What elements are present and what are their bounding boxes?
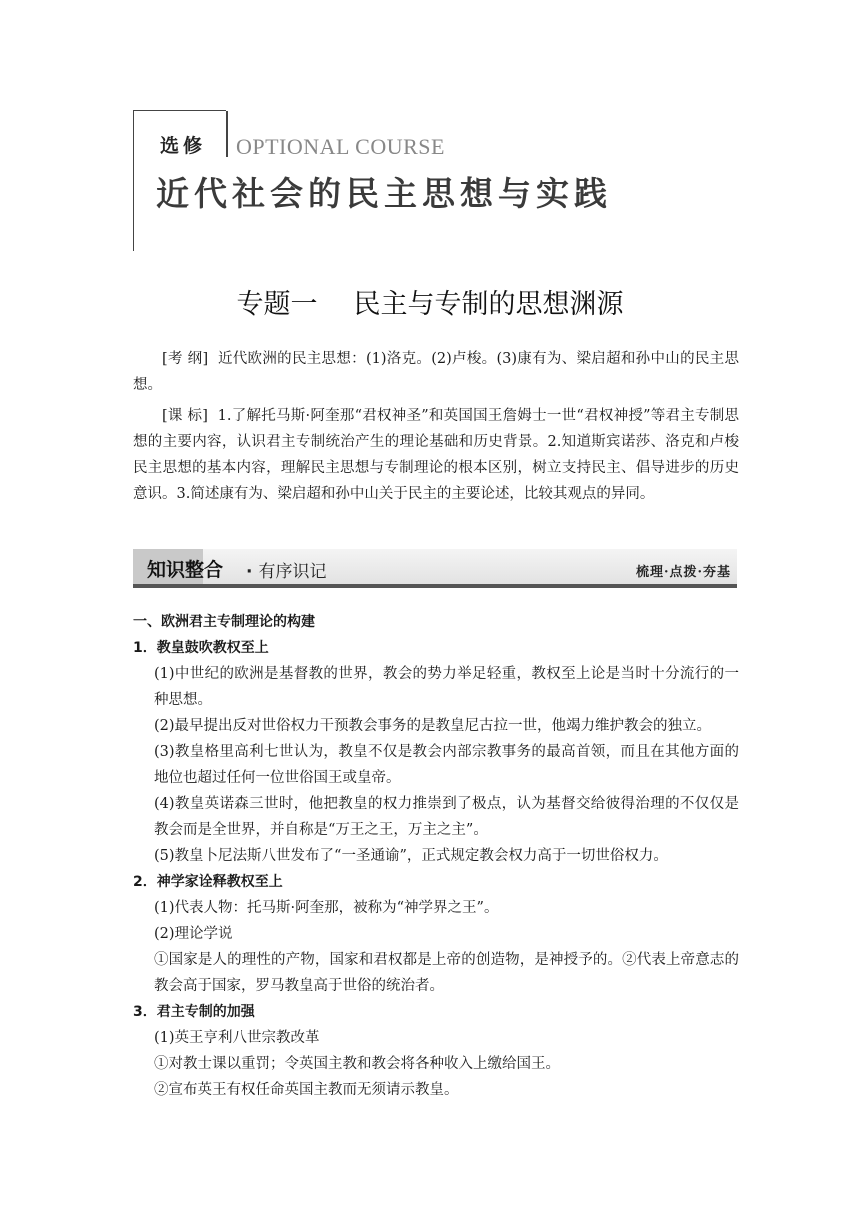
- kaogang-text: 近代欧洲的民主思想：(1)洛克。(2)卢梭。(3)康有为、梁启超和孙中山的民主思想。: [133, 351, 739, 393]
- chapter-heading: [0, 282, 860, 321]
- paragraph-1-5: (5)教皇卜尼法斯八世发布了“一圣通谕”，正式规定教会权力高于一切世俗权力。: [154, 848, 668, 864]
- section-bar: [133, 549, 737, 589]
- kaogang-label: [考 纲]: [162, 351, 209, 367]
- elective-label: 选修: [160, 135, 207, 157]
- content-body: [133, 609, 739, 1103]
- paragraph-2-1: (1)代表人物：托马斯·阿奎那，被称为“神学界之王”。: [154, 900, 499, 916]
- section-bar-subtitle: [240, 557, 326, 582]
- kebiao-label: [课 标]: [162, 408, 208, 424]
- paragraph-1-2: (2)最早提出反对世俗权力干预教会事务的是教皇尼古拉一世，他竭力维护教会的独立。: [154, 718, 712, 734]
- kebiao-paragraph: [133, 403, 739, 507]
- item-heading-2: 2．神学家诠释教权至上: [133, 874, 283, 890]
- optional-course-label: OPTIONAL COURSE: [236, 134, 445, 159]
- section-heading-1: 一、欧洲君主专制理论的构建: [133, 614, 315, 630]
- paragraph-3-2: ①对教士课以重罚；令英国主教和教会将各种收入上缴给国王。: [154, 1056, 560, 1072]
- kebiao-text: 1.了解托马斯·阿奎那“君权神圣”和英国国王詹姆士一世“君权神授”等君主专制思想的主要内容，认识君主专制统治产生的理论基础和历史背景。2.知道斯宾诺莎、洛克和卢梭民主思想的基本内容，理解民主思想与专制理论的根本区别，树立支持民主、倡导进步的历史意识。3.简述康有为、梁启超和孙中山关于民主的主要论述，比较其观点的异同。: [133, 408, 739, 502]
- paragraph-2-3: ①国家是人的理性的产物，国家和君权都是上帝的创造物，是神授予的。②代表上帝意志的教会高于国家，罗马教皇高于世俗的统治者。: [154, 952, 739, 994]
- paragraph-3-3: ②宣布英王有权任命英国主教而无须请示教皇。: [154, 1082, 459, 1098]
- kaogang-paragraph: [133, 346, 739, 398]
- chapter-title: 民主与专制的思想渊源: [353, 289, 624, 320]
- section-bar-right-label: 梳理·点拨·夯基: [635, 565, 731, 580]
- section-bar-underline: [133, 584, 737, 588]
- course-title: 近代社会的民主思想与实践: [156, 174, 612, 213]
- paragraph-1-4: (4)教皇英诺森三世时，他把教皇的权力推崇到了极点，认为基督交给彼得治理的不仅仅是教会而是全世界，并自称是“万王之王，万主之主”。: [154, 796, 739, 838]
- chapter-label: 专题一: [236, 289, 318, 320]
- section-bar-subtitle-text: 有序识记: [258, 562, 327, 582]
- paragraph-2-2: (2)理论学说: [154, 926, 233, 942]
- paragraph-3-1: (1)英王亨利八世宗教改革: [154, 1030, 320, 1046]
- section-bar-dot: ·: [246, 562, 253, 582]
- item-heading-1: 1．教皇鼓吹教权至上: [133, 640, 269, 656]
- item-heading-3: 3．君主专制的加强: [133, 1004, 255, 1020]
- section-bar-title: 知识整合: [147, 559, 224, 581]
- paragraph-1-3: (3)教皇格里高利七世认为，教皇不仅是教会内部宗教事务的最高首领，而且在其他方面的地位也超过任何一位世俗国王或皇帝。: [154, 744, 739, 786]
- paragraph-1-1: (1)中世纪的欧洲是基督教的世界，教会的势力举足轻重，教权至上论是当时十分流行的一种思想。: [154, 666, 739, 708]
